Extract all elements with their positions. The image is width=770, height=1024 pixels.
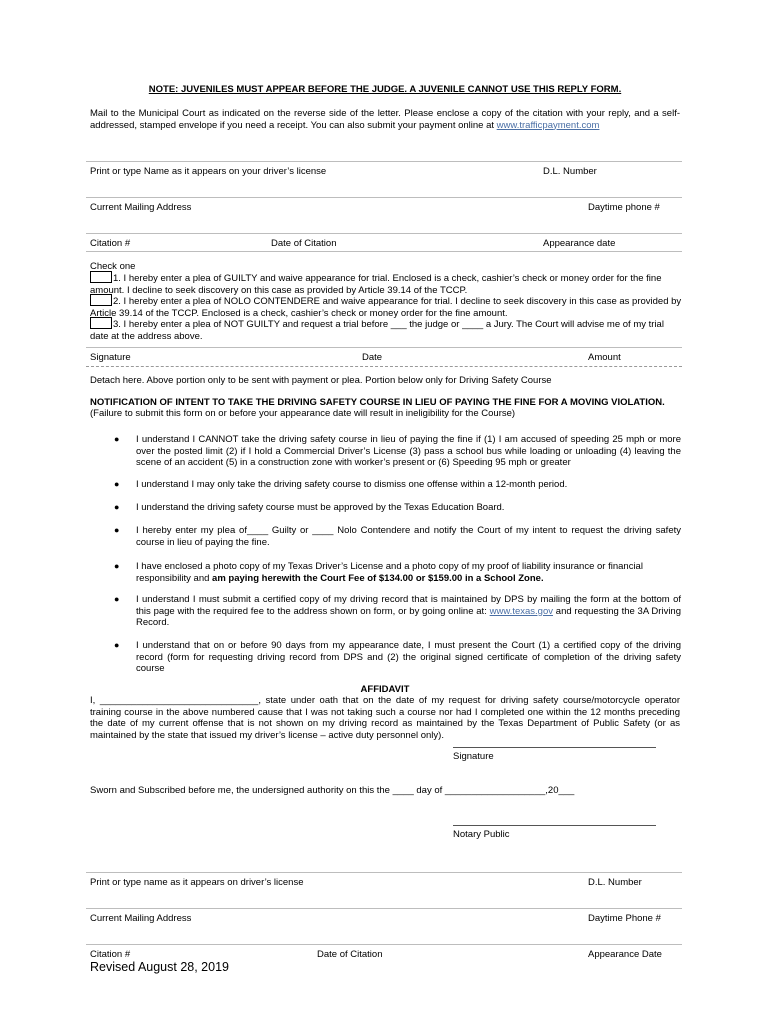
name-label: Print or type name as it appears on driver’s license: [90, 877, 304, 888]
divider: [86, 944, 682, 945]
name-label: Print or type Name as it appears on your driver’s license: [90, 166, 327, 177]
plea-option-not-guilty: [90, 317, 682, 342]
bullet-90-days: I understand that on or before 90 days from my appearance date, I must present the Court (1) a certified copy of the driving record (form for requesting driving record from DPS and (2) the original signed certificate of completion of the driving safety course: [136, 640, 681, 674]
bullet-text: and requesting the 3A Driving Record.: [136, 605, 681, 628]
affidavit-text: I, ______________________________, state under oath that on the date of my request for driving safety course/motorcycle operator training course in the above numbered cause that I was not taking such a course nor had I completed one within the 12 months preceding the date of my current offense that is not shown on my driving record as maintained by the Texas Department of Public Safety (or as maintained by the state that issued my driver’s license – active duty personnel only).: [90, 695, 680, 741]
plea-checkbox-nolo[interactable]: [90, 294, 112, 306]
bullet-enclosed-copies: [136, 561, 681, 584]
check-one-label: Check one: [90, 261, 136, 272]
intro-paragraph: [90, 108, 680, 131]
amount-label: Amount: [588, 352, 621, 363]
affidavit-title: AFFIDAVIT: [360, 684, 410, 695]
plea-text: 1. I hereby enter a plea of GUILTY and waive appearance for trial. Enclosed is a check, cashier’s check or money order for the fine amount. I decline to seek discovery on this case as provided by Article 39.14 of the TCCP.: [90, 273, 662, 296]
citation-date-label: Date of Citation: [317, 949, 383, 960]
plea-checkbox-not-guilty[interactable]: [90, 317, 112, 329]
date-label: Date: [362, 352, 383, 363]
divider: [86, 872, 682, 873]
plea-option-guilty: [90, 271, 682, 296]
bullet-text: I understand I must submit a certified copy of my driving record that is maintained by DPS by mailing the form at the bottom of this page with the required fee to the address shown on form, or by going online at:: [136, 594, 681, 617]
notification-subtitle: (Failure to submit this form on or before your appearance date will result in ineligibility for the Course): [90, 408, 516, 419]
court-fee-text: am paying herewith the Court Fee of $134.00 or $159.00 in a School Zone.: [212, 572, 544, 584]
divider: [86, 251, 682, 252]
bullet-cannot-take-course: I understand I CANNOT take the driving safety course in lieu of paying the fine if (1) I am accused of speeding 25 mph or more over the posted limit (2) if I hold a Commercial Driver’s License (3) pass a school bus while loading or unloading (4) leaving the scene of an accident (5) in a construction zone with worker’s present or (6) Speeding 95 mph or greater: [136, 434, 681, 468]
revision-date: Revised August 28, 2019: [90, 960, 229, 974]
notary-public-label: Notary Public: [453, 829, 510, 840]
plea-option-nolo: [90, 294, 682, 319]
trafficpayment-link[interactable]: www.trafficpayment.com: [496, 119, 600, 131]
dl-number-label: D.L. Number: [588, 877, 642, 888]
bullet-plea-entry: I hereby enter my plea of____ Guilty or ____ Nolo Contendere and notify the Court of my intent to request the driving safety course in lieu of paying the fine.: [136, 525, 681, 548]
detach-instructions: Detach here. Above portion only to be sent with payment or plea. Portion below only for Driving Safety Course: [90, 375, 552, 386]
bullet-marker: ●: [114, 434, 120, 444]
divider: [86, 908, 682, 909]
mailing-address-label: Current Mailing Address: [90, 202, 192, 213]
divider: [86, 347, 682, 348]
citation-number-label: Citation #: [90, 949, 131, 960]
bullet-marker: ●: [114, 479, 120, 489]
appearance-date-label: Appearance Date: [588, 949, 662, 960]
plea-text: 3. I hereby enter a plea of NOT GUILTY and request a trial before ___ the judge or ____ a Jury. The Court will advise me of my trial date at the address above.: [90, 319, 664, 342]
mailing-address-label: Current Mailing Address: [90, 913, 192, 924]
divider: [86, 161, 682, 162]
sworn-statement: Sworn and Subscribed before me, the undersigned authority on this the ____ day of ___________________,20___: [90, 785, 575, 796]
texas-gov-link[interactable]: www.texas.gov: [489, 605, 553, 617]
bullet-marker: ●: [114, 640, 120, 650]
citation-date-label: Date of Citation: [271, 238, 337, 249]
bullet-approved-course: I understand the driving safety course must be approved by the Texas Education Board.: [136, 502, 505, 513]
plea-checkbox-guilty[interactable]: [90, 271, 112, 283]
bullet-marker: ●: [114, 525, 120, 535]
citation-number-label: Citation #: [90, 238, 131, 249]
divider: [86, 233, 682, 234]
daytime-phone-label: Daytime Phone #: [588, 913, 661, 924]
bullet-marker: ●: [114, 502, 120, 512]
daytime-phone-label: Daytime phone #: [588, 202, 660, 213]
bullet-text: I have enclosed a photo copy of my Texas Driver’s License and a photo copy of my proof of liability insurance or financial responsibility and: [136, 561, 643, 584]
bullet-marker: ●: [114, 561, 120, 571]
affidavit-signature-label: Signature: [453, 751, 494, 762]
signature-label: Signature: [90, 352, 131, 363]
notary-signature-line[interactable]: [453, 825, 656, 826]
detach-line: [86, 366, 682, 367]
dl-number-label: D.L. Number: [543, 166, 597, 177]
plea-text: 2. I hereby enter a plea of NOLO CONTENDERE and waive appearance for trial. I decline to seek discovery in this case as provided by Article 39.14 of the TCCP. Enclosed is a check, cashier’s check or money order for the fine amount.: [90, 296, 682, 319]
notification-title: NOTIFICATION OF INTENT TO TAKE THE DRIVING SAFETY COURSE IN LIEU OF PAYING THE FINE FOR A MOVING VIOLATION.: [90, 397, 665, 408]
appearance-date-label: Appearance date: [543, 238, 616, 249]
divider: [86, 197, 682, 198]
juvenile-note: NOTE: JUVENILES MUST APPEAR BEFORE THE JUDGE. A JUVENILE CANNOT USE THIS REPLY FORM.: [148, 84, 622, 95]
affidavit-signature-line[interactable]: [453, 747, 656, 748]
intro-text: Mail to the Municipal Court as indicated on the reverse side of the letter. Please enclose a copy of the citation with your reply, and a self-addressed, stamped envelope if you need a receipt. You can also submit your payment online at: [90, 108, 680, 131]
bullet-driving-record: [136, 594, 681, 629]
bullet-one-offense: I understand I may only take the driving safety course to dismiss one offense within a 12-month period.: [136, 479, 568, 490]
bullet-marker: ●: [114, 594, 120, 604]
